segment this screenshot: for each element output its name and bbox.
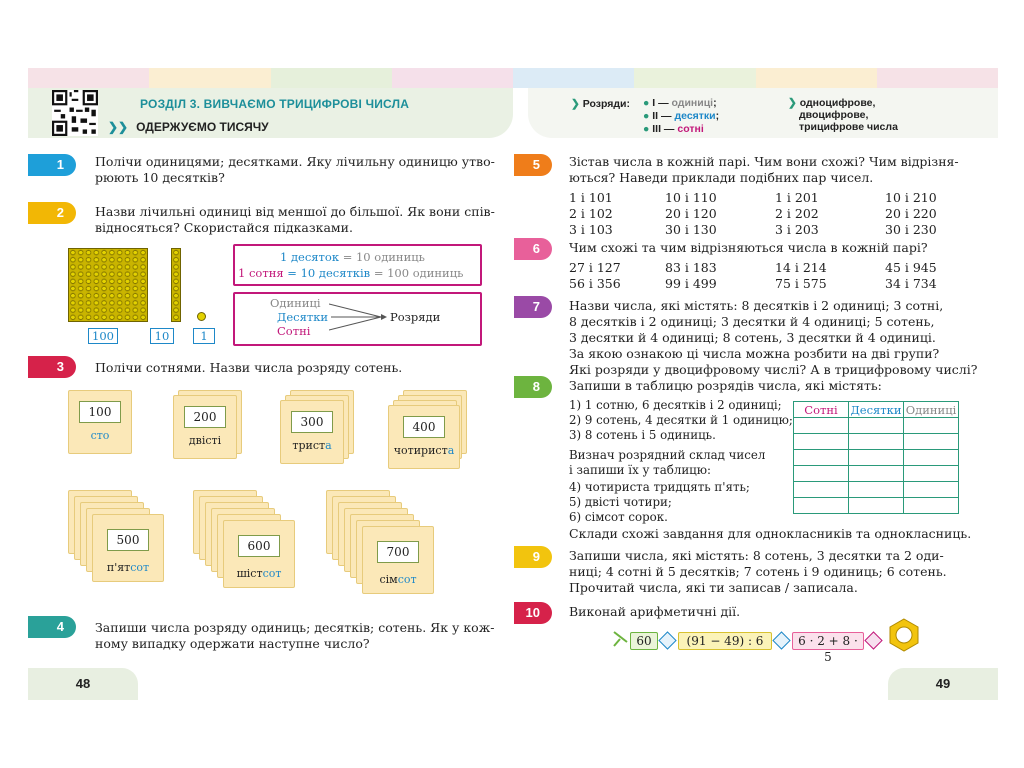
task-3-text: Полічи сотнями. Назви числа розряду сотень. <box>95 360 403 375</box>
card-word-a: п'ят <box>106 561 131 574</box>
razriad-name: одиниці <box>671 97 714 109</box>
block-label-100: 100 <box>88 328 118 344</box>
number-types <box>788 97 898 133</box>
section-title: РОЗДІЛ 3. ВИВЧАЄМО ТРИЦИФРОВІ ЧИСЛА <box>140 97 410 111</box>
task-number-1: 1 <box>28 154 76 176</box>
text-line: 8 десятків і 2 одиниці; 3 десятки й 4 одиниці; 5 сотень, <box>569 314 935 329</box>
number-type: одноцифрове, <box>799 97 876 109</box>
number-pair: 30 і 230 <box>885 222 937 237</box>
number-pair: 2 і 202 <box>775 206 819 221</box>
card-value: 300 <box>291 411 333 433</box>
table-header: Сотні <box>794 402 849 418</box>
card-400 <box>388 405 460 469</box>
card-500 <box>92 514 164 582</box>
arrow-start-icon <box>612 629 630 649</box>
number-pair: 10 і 110 <box>665 190 717 205</box>
chain-expression-1: (91 − 49) : 6 <box>678 632 772 650</box>
card-300 <box>280 400 344 464</box>
number-pair: 34 і 734 <box>885 276 937 291</box>
card-word-b: сот <box>262 567 282 580</box>
lesson-subtitle-text: ОДЕРЖУЄМО ТИСЯЧУ <box>136 120 269 134</box>
task-8-subtext <box>569 448 765 478</box>
card-word-a: двісті <box>188 434 222 447</box>
chevron-icon: ❯ <box>571 98 583 110</box>
razriad-roman: III — <box>652 123 675 135</box>
table-cell[interactable] <box>794 450 849 466</box>
chain-op <box>772 631 790 649</box>
card-word-a: чотирист <box>393 444 448 457</box>
hint-line-1 <box>280 250 425 264</box>
table-cell[interactable] <box>849 466 904 482</box>
table-cell[interactable] <box>904 466 959 482</box>
page-number-left: 48 <box>28 668 138 700</box>
task-8-text: Запиши в таблицю розрядів числа, які містять: <box>569 378 882 393</box>
number-pair: 27 і 127 <box>569 260 621 275</box>
card-word <box>224 567 294 580</box>
hint-box-razriady <box>233 292 482 346</box>
task-number-10: 10 <box>514 602 552 624</box>
razriad-name: десятки <box>674 110 716 122</box>
task-4-text <box>95 620 494 652</box>
number-pair: 1 і 201 <box>775 190 819 205</box>
chain-start-value: 60 <box>630 632 658 650</box>
task-2-text <box>95 204 495 236</box>
task-number-6: 6 <box>514 238 552 260</box>
table-cell[interactable] <box>794 466 849 482</box>
razriady-label <box>571 98 630 110</box>
task-8-closing: Склади схожі завдання для однокласників та однокласниць. <box>569 526 972 541</box>
list-item: 4) чотириста тридцять п'ять; <box>569 480 750 494</box>
number-pair: 20 і 220 <box>885 206 937 221</box>
hint-term: 1 десяток <box>280 250 340 264</box>
text-line: Зістав числа в кожній парі. Чим вони схожі? Чим відрізня- <box>569 154 959 169</box>
table-header: Одиниці <box>904 402 959 418</box>
razriad-sep: ; <box>713 97 717 109</box>
text-line: Запиши числа розряду одиниць; десятків; сотень. Як у кож- <box>95 620 495 635</box>
task-8-items2 <box>569 480 750 525</box>
card-value: 100 <box>79 401 121 423</box>
razriady-label-text: Розряди: <box>582 98 630 110</box>
card-word-a: сто <box>90 429 110 442</box>
number-pair: 3 і 103 <box>569 222 613 237</box>
number-pair: 75 і 575 <box>775 276 827 291</box>
task-8-items <box>569 398 793 443</box>
text-line: Визнач розрядний склад чисел <box>569 448 766 462</box>
card-word <box>69 429 131 442</box>
card-word-b: сот <box>397 573 417 586</box>
card-word <box>281 439 343 452</box>
razriad-sep: ; <box>715 110 720 122</box>
number-pair: 99 і 499 <box>665 276 717 291</box>
lesson-subtitle <box>108 120 269 134</box>
task-1-text <box>95 154 495 186</box>
number-pair: 3 і 203 <box>775 222 819 237</box>
table-cell[interactable] <box>849 498 904 514</box>
text-line: рюють 10 десятків? <box>95 170 225 185</box>
card-word-a: сім <box>379 573 398 586</box>
ten-rod <box>171 248 181 322</box>
header-right-band <box>528 88 998 138</box>
header-left-band <box>28 88 513 138</box>
text-line: 3 десятки й 4 одиниці; 8 сотень, 3 десятки й 4 одиниці. <box>569 330 936 345</box>
table-row <box>794 498 959 514</box>
table-cell[interactable] <box>794 498 849 514</box>
color-strip <box>28 68 998 88</box>
card-700 <box>362 526 434 594</box>
number-pair: 83 і 183 <box>665 260 717 275</box>
number-pair: 2 і 102 <box>569 206 613 221</box>
task-number-9: 9 <box>514 546 552 568</box>
text-line: За якою ознакою ці числа можна розбити на дві групи? <box>569 346 940 361</box>
task-number-2: 2 <box>28 202 76 224</box>
task-number-5: 5 <box>514 154 552 176</box>
list-item: 2) 9 сотень, 4 десятки й 1 одиницю; <box>569 413 793 427</box>
text-line: Полічи одиницями; десятками. Яку лічильну одиницю утво- <box>95 154 495 169</box>
hint-term: 1 сотня <box>238 266 284 280</box>
task-5-pairs <box>569 190 969 238</box>
table-row <box>794 434 959 450</box>
task-number-7: 7 <box>514 296 552 318</box>
task-6-text: Чим схожі та чим відрізняються числа в кожній парі? <box>569 240 928 255</box>
card-value: 700 <box>377 541 419 563</box>
table-cell[interactable] <box>794 418 849 434</box>
chain-op <box>864 631 882 649</box>
hint-word-desiatky: Десятки <box>277 310 329 324</box>
card-word-b: а <box>325 439 332 452</box>
hint-box-equivalences <box>233 244 482 286</box>
hint-word-sotni: Сотні <box>277 324 311 338</box>
text-line: Прочитай числа, які ти записав / записала. <box>569 580 858 595</box>
table-row <box>794 450 959 466</box>
card-word-a: трист <box>292 439 326 452</box>
hint-term: = 10 десятків <box>287 266 371 280</box>
text-line: відносяться? Скористайся підказками. <box>95 220 353 235</box>
text-line: Назви лічильні одиниці від меншої до більшої. Як вони спів- <box>95 204 495 219</box>
table-cell[interactable] <box>794 434 849 450</box>
number-pair: 56 і 356 <box>569 276 621 291</box>
card-600 <box>223 520 295 588</box>
table-cell[interactable] <box>849 434 904 450</box>
arrows-icon <box>329 300 389 334</box>
card-100 <box>68 390 132 454</box>
razriad-roman: II — <box>652 110 672 122</box>
number-pair: 14 і 214 <box>775 260 827 275</box>
task-number-3: 3 <box>28 356 76 378</box>
list-item: 5) двісті чотири; <box>569 495 672 509</box>
textbook-spread <box>28 68 998 700</box>
table-cell[interactable] <box>904 482 959 498</box>
unit-cube <box>197 312 206 321</box>
number-pair: 45 і 945 <box>885 260 937 275</box>
hint-line-2 <box>238 266 463 280</box>
double-chevron-icon: ❯❯ <box>108 120 129 134</box>
list-item: 3) 8 сотень і 5 одиниць. <box>569 428 716 442</box>
number-pair: 1 і 101 <box>569 190 613 205</box>
task-10-text: Виконай арифметичні дії. <box>569 604 741 619</box>
task-number-8: 8 <box>514 376 552 398</box>
card-word <box>174 434 236 447</box>
razriady-list: ● I — одиниці; ● II — десятки; ● III — сотні <box>643 97 720 135</box>
block-label-1: 1 <box>193 328 215 344</box>
task-6-pairs <box>569 260 969 292</box>
card-value: 400 <box>403 416 445 438</box>
card-value: 200 <box>184 406 226 428</box>
hundred-block <box>68 248 148 322</box>
table-header: Десятки <box>850 402 902 417</box>
text-line: Які розряди у двоцифровому числі? А в трицифровому числі? <box>569 362 978 377</box>
list-item: 6) сімсот сорок. <box>569 510 668 524</box>
hint-term: = 100 одиниць <box>373 266 464 280</box>
table-cell[interactable] <box>904 418 959 434</box>
text-line: ниці; 4 сотні й 5 десятків; 7 сотень і 9 одиниць; 6 сотень. <box>569 564 947 579</box>
table-cell[interactable] <box>849 482 904 498</box>
number-type: трицифрове числа <box>799 121 898 133</box>
table-row <box>794 466 959 482</box>
table-row <box>794 418 959 434</box>
task-7-text <box>569 298 977 378</box>
number-pair: 20 і 120 <box>665 206 717 221</box>
table-cell[interactable] <box>794 482 849 498</box>
text-line: Запиши числа, які містять: 8 сотень, 3 десятки та 2 оди- <box>569 548 944 563</box>
chevron-icon: ❯ <box>788 97 800 109</box>
number-pair: 10 і 210 <box>885 190 937 205</box>
card-word-b: сот <box>130 561 150 574</box>
number-pair: 30 і 130 <box>665 222 717 237</box>
text-line: Назви числа, які містять: 8 десятків і 2 одиниці; 3 сотні, <box>569 298 944 313</box>
qr-code-icon[interactable] <box>52 90 98 136</box>
answer-ring-icon[interactable] <box>886 617 922 653</box>
block-label-10: 10 <box>150 328 174 344</box>
razriady-table <box>793 401 959 514</box>
hint-term: = 10 одиниць <box>342 250 425 264</box>
page-number-right: 49 <box>888 668 998 700</box>
hint-word-odynytsi: Одиниці <box>270 296 321 310</box>
chain-expression-2: 6 · 2 + 8 · 5 <box>792 632 864 650</box>
text-line: і запиши їх у таблицю: <box>569 463 712 477</box>
card-value: 500 <box>107 529 149 551</box>
table-cell[interactable] <box>849 450 904 466</box>
card-word-b: а <box>447 444 455 457</box>
number-type: двоцифрове, <box>799 109 869 121</box>
razriad-roman: I — <box>652 97 669 109</box>
table-cell[interactable] <box>904 434 959 450</box>
table-cell[interactable] <box>849 418 904 434</box>
chain-op <box>658 631 676 649</box>
card-value: 600 <box>238 535 280 557</box>
table-cell[interactable] <box>904 450 959 466</box>
list-item: 1) 1 сотню, 6 десятків і 2 одиниці; <box>569 398 782 412</box>
card-word <box>93 561 163 574</box>
card-word-a: шіст <box>236 567 263 580</box>
hint-result: Розряди <box>390 310 441 324</box>
card-word <box>389 444 459 457</box>
card-word <box>363 573 433 586</box>
task-number-4: 4 <box>28 616 76 638</box>
text-line: ному випадку одержати наступне число? <box>95 636 370 651</box>
table-row <box>794 482 959 498</box>
task-5-text <box>569 154 959 186</box>
table-cell[interactable] <box>904 498 959 514</box>
razriad-name: сотні <box>677 123 704 135</box>
task-9-text <box>569 548 947 596</box>
card-200 <box>173 395 237 459</box>
text-line: ються? Наведи приклади подібних пар чисел. <box>569 170 874 185</box>
